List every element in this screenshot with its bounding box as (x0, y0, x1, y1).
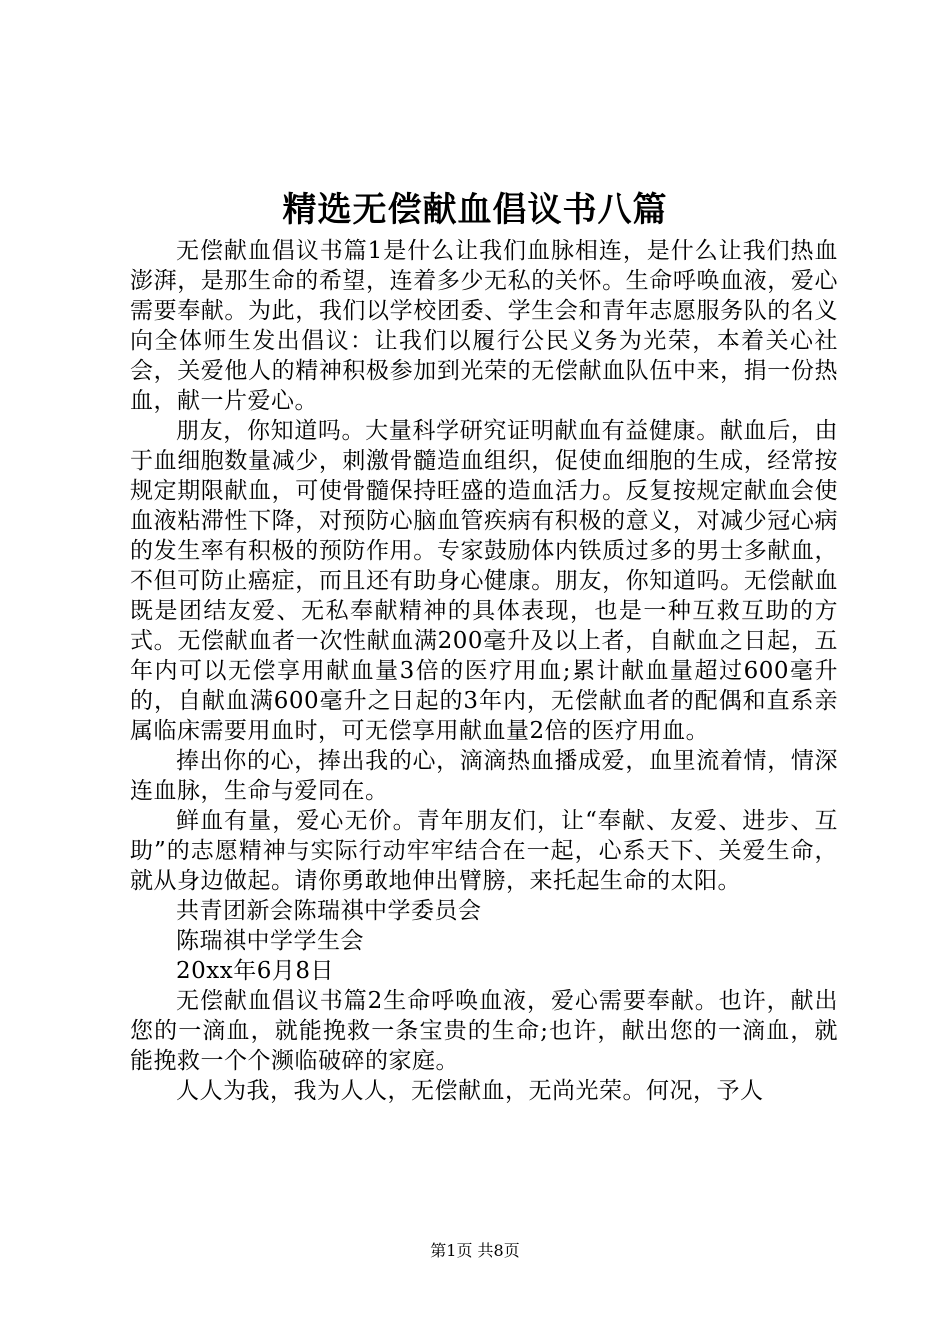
page-number-footer: 第1页 共8页 (430, 1241, 520, 1260)
signature-student-union: 陈瑞祺中学学生会 (176, 928, 364, 954)
signature-date: 20xx年6月8日 (176, 958, 334, 984)
paragraph: 无偿献血倡议书篇1是什么让我们血脉相连，是什么让我们热血澎湃，是那生命的希望，连着多少无私的关怀。生命呼唤血液，爱心需要奉献。为此，我们以学校团委、学生会和青年志愿服务队的名义向全体师生发出倡议：让我们以履行公民义务为光荣，本着关心社会，关爱他人的精神积极参加到光荣的无偿献血队伍中来，捐一份热血，献一片爱心。 (130, 238, 838, 414)
paragraph: 捧出你的心，捧出我的心，滴滴热血播成爱，血里流着情，情深连血脉，生命与爱同在。 (130, 748, 838, 804)
paragraph: 鲜血有量，爱心无价。青年朋友们，让“奉献、友爱、进步、互助”的志愿精神与实际行动牢牢结合在一起，心系天下、关爱生命，就从身边做起。请你勇敢地伸出臂膀，来托起生命的太阳。 (130, 808, 838, 894)
document-title: 精选无偿献血倡议书八篇 (282, 190, 668, 230)
paragraph: 朋友，你知道吗。大量科学研究证明献血有益健康。献血后，由于血细胞数量减少，刺激骨髓造血组织，促使血细胞的生成，经常按规定期限献血，可使骨髓保持旺盛的造血活力。反复按规定献血会使血液粘滞性下降，对预防心脑血管疾病有积极的意义，对减少冠心病的发生率有积极的预防作用。专家鼓励体内铁质过多的男士多献血，不但可防止癌症，而且还有助身心健康。朋友，你知道吗。无偿献血既是团结友爱、无私奉献精神的具体表现，也是一种互救互助的方式。无偿献血者一次性献血满200毫升及以上者，自献血之日起，五年内可以无偿享用献血量3倍的医疗用血;累计献血量超过600毫升的，自献血满600毫升之日起的3年内，无偿献血者的配偶和直系亲属临床需要用血时，可无偿享用献血量2倍的医疗用血。 (130, 418, 838, 744)
paragraph: 无偿献血倡议书篇2生命呼唤血液，爱心需要奉献。也许，献出您的一滴血，就能挽救一条宝贵的生命;也许，献出您的一滴血，就能挽救一个个濒临破碎的家庭。 (130, 988, 838, 1074)
paragraph: 人人为我，我为人人，无偿献血，无尚光荣。何况，予人 (176, 1078, 764, 1104)
document-body (130, 236, 838, 1106)
signature-organization: 共青团新会陈瑞祺中学委员会 (176, 898, 482, 924)
